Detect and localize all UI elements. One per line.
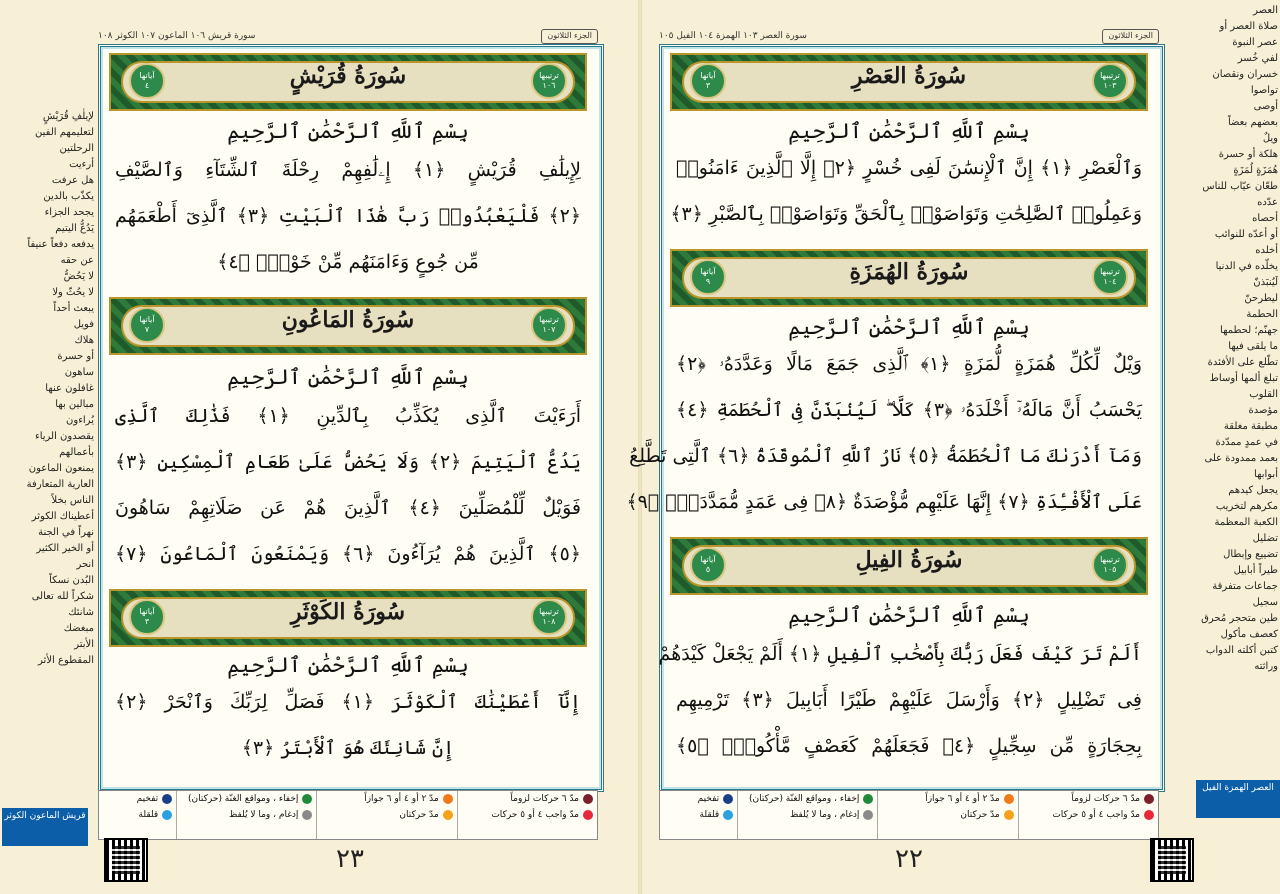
glossary-entry: لفي خُسر xyxy=(1237,53,1278,64)
glossary-entry: المقطوع الأثر xyxy=(38,655,94,666)
legend-dot xyxy=(302,810,312,820)
surah-banner xyxy=(109,589,587,647)
surah-title: سُورَةُ الهُمَزَةِ xyxy=(849,259,969,285)
ayah-line: إِنَّ شَانِئَكَ هُوَ ٱلْأَبْتَرُ ﴿٣﴾ xyxy=(241,737,455,759)
surah-ayat-medal: آياتها ٩ xyxy=(690,259,726,295)
glossary-entry: يُراءون xyxy=(66,415,94,426)
glossary-entry: بعمد ممدودة على xyxy=(1204,453,1278,464)
ayah-line: وَٱلْعَصْرِ ﴿١﴾ إِنَّ ٱلْإِنسَٰنَ لَفِى خُسْرٍ ﴿٢﴾ إِلَّا ٱلَّذِينَ ءَامَنُوا۟ xyxy=(676,157,1142,179)
qr-code[interactable] xyxy=(106,840,146,880)
ayah-line: أَرَءَيْتَ ٱلَّذِى يُكَذِّبُ بِٱلدِّينِ ﴿١﴾ فَذَٰلِكَ ٱلَّذِى xyxy=(115,405,581,427)
ayah-line: ﴿٥﴾ ٱلَّذِينَ هُمْ يُرَآءُونَ ﴿٦﴾ وَيَمْنَعُونَ ٱلْمَاعُونَ ﴿٧﴾ xyxy=(115,543,581,565)
glossary-entry: أو أعدّه للنوائب xyxy=(1214,229,1278,240)
glossary-entry: سجيل xyxy=(1252,597,1278,608)
ayah-line: إِنَّآ أَعْطَيْنَٰكَ ٱلْكَوْثَرَ ﴿١﴾ فَصَلِّ لِرَبِّكَ وَٱنْحَرْ ﴿٢﴾ xyxy=(115,691,581,713)
basmala: بِسْمِ ٱللَّهِ ٱلرَّحْمَٰنِ ٱلرَّحِيمِ xyxy=(788,603,1030,627)
glossary-entry: ويلٌ xyxy=(1262,133,1278,144)
surah-title: سُورَةُ قُرَيْشٍ xyxy=(289,63,407,89)
legend-dot xyxy=(1144,794,1154,804)
glossary-entry: يجعل كيدهم xyxy=(1228,485,1278,496)
glossary-entry: طين متحجر مُحرق xyxy=(1201,613,1278,624)
ayah-line: عَلَى ٱلْأَفْـِٔدَةِ ﴿٧﴾ إِنَّهَا عَلَيْهِم مُّؤْصَدَةٌ ﴿٨﴾ فِى عَمَدٍ مُّمَدَّدَةٍۭ ﴿٩﴾ xyxy=(626,491,1142,513)
surah-title: سُورَةُ الفِيلِ xyxy=(855,547,963,573)
glossary-entry: ما يلقى فيها xyxy=(1228,341,1278,352)
glossary-entry: يَدُعُّ اليتيم xyxy=(55,223,94,234)
glossary-entry: انحر xyxy=(76,559,94,570)
legend-dot xyxy=(583,794,593,804)
margin-glossary xyxy=(1198,4,1278,794)
surah-banner xyxy=(109,53,587,111)
ayah-line: وَعَمِلُوا۟ ٱلصَّٰلِحَٰتِ وَتَوَاصَوْا۟ بِٱلْحَقِّ وَتَوَاصَوْا۟ بِٱلصَّبْرِ ﴿٣﴾ xyxy=(670,203,1142,225)
right-page xyxy=(626,0,1280,894)
glossary-entry: هُمَزَةٍ لُمَزَةٍ xyxy=(1233,165,1278,176)
glossary-entry: طيراً أبابيل xyxy=(1233,565,1278,576)
surah-tab[interactable]: قريش الماعون الكوثر xyxy=(2,808,88,846)
surah-banner xyxy=(670,249,1148,307)
legend-dot xyxy=(583,810,593,820)
glossary-entry: الرحلتين xyxy=(59,143,94,154)
glossary-entry: يجحد الجزاء xyxy=(44,207,94,218)
glossary-entry: شانئك xyxy=(68,607,94,618)
glossary-entry: عن حقه xyxy=(60,255,94,266)
glossary-entry: عصر النبوة xyxy=(1232,37,1278,48)
ayah-line: وَيْلٌ لِّكُلِّ هُمَزَةٍ لُّمَزَةٍ ﴿١﴾ ٱلَّذِى جَمَعَ مَالًا وَعَدَّدَهُۥ ﴿٢﴾ xyxy=(676,353,1143,375)
glossary-entry: صلاة العصر أو xyxy=(1219,21,1278,32)
surah-order-medal: ترتيبها ١٠٧ xyxy=(531,307,567,343)
basmala: بِسْمِ ٱللَّهِ ٱلرَّحْمَٰنِ ٱلرَّحِيمِ xyxy=(227,365,469,389)
glossary-entry: لإيلٰفِ قُرَيْشٍ xyxy=(42,111,94,122)
quran-text-frame xyxy=(98,44,604,792)
surah-ayat-medal: آياتها ٣ xyxy=(690,63,726,99)
surah-title: سُورَةُ الكَوْثَرِ xyxy=(290,599,406,625)
legend-dot xyxy=(162,794,172,804)
glossary-entry: غافلون عنها xyxy=(45,383,94,394)
glossary-entry: أرءيت xyxy=(69,159,94,170)
glossary-entry: تواصوا xyxy=(1250,85,1278,96)
basmala: بِسْمِ ٱللَّهِ ٱلرَّحْمَٰنِ ٱلرَّحِيمِ xyxy=(788,119,1030,143)
tajweed-legend: مدّ ٦ حركات لزوماً مدّ واجب ٤ أو ٥ حركات مدّ ٢ أو ٤ أو ٦ جوازاً مدّ حركتان إخفاء ، ومواقع الغنّة (حركتان) إدغام ، وما لا يُلفظ تفخيم قلقلة xyxy=(659,790,1159,840)
running-head xyxy=(98,28,598,44)
legend-dot xyxy=(723,794,733,804)
qr-code[interactable] xyxy=(1152,840,1192,880)
surah-order-medal: ترتيبها ١٠٤ xyxy=(1092,259,1128,295)
basmala: بِسْمِ ٱللَّهِ ٱلرَّحْمَٰنِ ٱلرَّحِيمِ xyxy=(788,315,1030,339)
glossary-entry: أحصاه xyxy=(1252,213,1278,224)
running-head xyxy=(659,28,1159,44)
juz-label: الجزء الثلاثون xyxy=(541,29,598,44)
tajweed-legend: مدّ ٦ حركات لزوماً مدّ واجب ٤ أو ٥ حركات مدّ ٢ أو ٤ أو ٦ جوازاً مدّ حركتان إخفاء ، ومواقع الغنّة (حركتان) إدغام ، وما لا يُلفظ تفخيم قلقلة xyxy=(98,790,598,840)
legend-dot xyxy=(1004,794,1014,804)
legend-dot xyxy=(863,794,873,804)
glossary-entry: الكعبة المعظمة xyxy=(1214,517,1278,528)
glossary-entry: هلاك xyxy=(74,335,94,346)
surah-title: سُورَةُ العَصْرِ xyxy=(851,63,967,89)
page-number: ٢٢ xyxy=(895,844,923,874)
running-head-surahs: سورة قريش ١٠٦ الماعون ١٠٧ الكوثر ١٠٨ xyxy=(98,31,256,41)
ayah-line: فِى تَضْلِيلٍ ﴿٢﴾ وَأَرْسَلَ عَلَيْهِمْ طَيْرًا أَبَابِيلَ ﴿٣﴾ تَرْمِيهِم xyxy=(676,689,1142,711)
glossary-entry: مبالين بها xyxy=(55,399,94,410)
glossary-entry: أعطيناك الكوثر xyxy=(31,511,94,522)
glossary-entry: خسران ونقصان xyxy=(1212,69,1278,80)
glossary-entry: بأعمالهم xyxy=(59,447,94,458)
legend-dot xyxy=(1004,810,1014,820)
glossary-entry: تبلغ ألمها أوساط xyxy=(1209,373,1278,384)
legend-dot xyxy=(863,810,873,820)
glossary-entry: شكراً لله تعالى xyxy=(31,591,94,602)
glossary-entry: تضييع وإبطال xyxy=(1223,549,1278,560)
ayah-line: وَمَآ أَدْرَىٰكَ مَا ٱلْحُطَمَةُ ﴿٥﴾ نَارُ ٱللَّهِ ٱلْمُوقَدَةُ ﴿٦﴾ ٱلَّتِى تَطَّلِعُ xyxy=(629,445,1142,467)
glossary-entry: عدّده xyxy=(1257,197,1278,208)
glossary-entry: العارية المتعارفة xyxy=(26,479,94,490)
glossary-entry: كتبن أكلته الدواب xyxy=(1205,645,1278,656)
glossary-entry: يدفعه دفعاً عنيفاً xyxy=(27,239,94,250)
glossary-entry: مؤصدة xyxy=(1248,405,1278,416)
surah-title: سُورَةُ المَاعُونِ xyxy=(281,307,415,333)
juz-label: الجزء الثلاثون xyxy=(1102,29,1159,44)
glossary-entry: تطّلع على الأفئدة xyxy=(1207,357,1278,368)
glossary-entry: مكرهم لتخريب xyxy=(1215,501,1278,512)
ayah-line: يَدُعُّ ٱلْيَتِيمَ ﴿٢﴾ وَلَا يَحُضُّ عَلَىٰ طَعَامِ ٱلْمِسْكِينِ ﴿٣﴾ xyxy=(115,451,581,473)
glossary-entry: الناس بخلاً xyxy=(51,495,94,506)
surah-order-medal: ترتيبها ١٠٥ xyxy=(1092,547,1128,583)
legend-dot xyxy=(1144,810,1154,820)
glossary-entry: أبوابها xyxy=(1254,469,1278,480)
glossary-entry: نهراً في الجنة xyxy=(38,527,94,538)
glossary-entry: هل عرفت xyxy=(51,175,94,186)
glossary-entry: طعّان عيّاب للناس xyxy=(1202,181,1278,192)
glossary-entry: يبعث أحداً xyxy=(53,303,94,314)
ayah-line: لِإِيلَٰفِ قُرَيْشٍ ﴿١﴾ إِۦلَٰفِهِمْ رِحْلَةَ ٱلشِّتَآءِ وَٱلصَّيْفِ xyxy=(115,159,582,181)
legend-dot xyxy=(443,810,453,820)
glossary-entry: لَيُنبَذنّ xyxy=(1253,277,1278,288)
surah-ayat-medal: آياتها ٣ xyxy=(129,599,165,635)
ayah-line: يَحْسَبُ أَنَّ مَالَهُۥٓ أَخْلَدَهُۥ ﴿٣﴾ كَلَّا ۖ لَيُنۢبَذَنَّ فِى ٱلْحُطَمَةِ ﴿٤﴾ xyxy=(676,399,1142,421)
surah-banner xyxy=(109,297,587,355)
glossary-entry: القلوب xyxy=(1249,389,1278,400)
glossary-entry: هلكة أو حسرة xyxy=(1218,149,1278,160)
surah-banner xyxy=(670,537,1148,595)
glossary-entry: أو حسرة xyxy=(57,351,94,362)
basmala: بِسْمِ ٱللَّهِ ٱلرَّحْمَٰنِ ٱلرَّحِيمِ xyxy=(227,119,469,143)
surah-order-medal: ترتيبها ١٠٨ xyxy=(531,599,567,635)
surah-banner xyxy=(670,53,1148,111)
glossary-entry: العصر xyxy=(1253,5,1278,16)
glossary-entry: بعضهم بعضاً xyxy=(1227,117,1278,128)
ayah-line: بِحِجَارَةٍ مِّن سِجِّيلٍ ﴿٤﴾ فَجَعَلَهُمْ كَعَصْفٍ مَّأْكُولٍۭ ﴿٥﴾ xyxy=(676,735,1142,757)
surah-tab[interactable]: العصر الهمزة الفيل xyxy=(1196,780,1280,818)
surah-order-medal: ترتيبها ١٠٣ xyxy=(1092,63,1128,99)
glossary-entry: أخلده xyxy=(1255,245,1278,256)
basmala: بِسْمِ ٱللَّهِ ٱلرَّحْمَٰنِ ٱلرَّحِيمِ xyxy=(227,653,469,677)
glossary-entry: أو الخير الكثير xyxy=(36,543,94,554)
glossary-entry: تضليل xyxy=(1252,533,1278,544)
glossary-entry: ليطرحنّ xyxy=(1244,293,1278,304)
glossary-entry: يقصدون الرياء xyxy=(35,431,94,442)
legend-dot xyxy=(162,810,172,820)
ayah-line: أَلَمْ تَرَ كَيْفَ فَعَلَ رَبُّكَ بِأَصْحَٰبِ ٱلْفِيلِ ﴿١﴾ أَلَمْ يَجْعَلْ كَيْدَهُمْ xyxy=(658,643,1142,665)
glossary-entry: مطبقة مغلقة xyxy=(1223,421,1278,432)
glossary-entry: لتعليمهم الفين xyxy=(35,127,94,138)
ayah-line: فَوَيْلٌ لِّلْمُصَلِّينَ ﴿٤﴾ ٱلَّذِينَ هُمْ عَن صَلَاتِهِمْ سَاهُونَ xyxy=(115,497,581,519)
glossary-entry: جماعات متفرقة xyxy=(1212,581,1278,592)
glossary-entry: لا يحُثّ ولا xyxy=(52,287,94,298)
quran-text-frame xyxy=(626,44,1165,792)
running-head-surahs: سورة العصر ١٠٣ الهمزة ١٠٤ الفيل ١٠٥ xyxy=(659,31,807,41)
glossary-entry: فويل xyxy=(73,319,94,330)
glossary-entry: في عمدٍ ممدّدة xyxy=(1215,437,1278,448)
legend-dot xyxy=(302,794,312,804)
ayah-line: مِّن جُوعٍ وَءَامَنَهُم مِّنْ خَوْفٍۭ ﴿٤﴾ xyxy=(217,251,479,273)
glossary-entry: ساهون xyxy=(64,367,94,378)
glossary-entry: الحطمة xyxy=(1246,309,1278,320)
glossary-entry: يكذّب بالدين xyxy=(43,191,94,202)
surah-ayat-medal: آياتها ٤ xyxy=(129,63,165,99)
glossary-entry: مبغضك xyxy=(63,623,94,634)
legend-dot xyxy=(443,794,453,804)
glossary-entry: لا يَحُضُّ xyxy=(63,271,94,282)
glossary-entry: كعصف مأكول xyxy=(1220,629,1278,640)
glossary-entry: وراثته xyxy=(1254,661,1278,672)
legend-dot xyxy=(723,810,733,820)
surah-ayat-medal: آياتها ٧ xyxy=(129,307,165,343)
margin-glossary xyxy=(4,110,94,810)
glossary-entry: يمنعون الماعون xyxy=(28,463,94,474)
left-page xyxy=(0,0,638,894)
surah-order-medal: ترتيبها ١٠٦ xyxy=(531,63,567,99)
glossary-entry: البُدن نسكاً xyxy=(49,575,94,586)
page-number: ٢٣ xyxy=(336,844,364,874)
glossary-entry: يخلّده في الدنيا xyxy=(1215,261,1278,272)
surah-ayat-medal: آياتها ٥ xyxy=(690,547,726,583)
glossary-entry: جهنّم؛ لحطمها xyxy=(1220,325,1278,336)
glossary-entry: أوصى xyxy=(1253,101,1278,112)
ayah-line: ﴿٢﴾ فَلْيَعْبُدُوا۟ رَبَّ هَٰذَا ٱلْبَيْتِ ﴿٣﴾ ٱلَّذِىٓ أَطْعَمَهُم xyxy=(115,205,581,227)
glossary-entry: الأبتر xyxy=(74,639,94,650)
